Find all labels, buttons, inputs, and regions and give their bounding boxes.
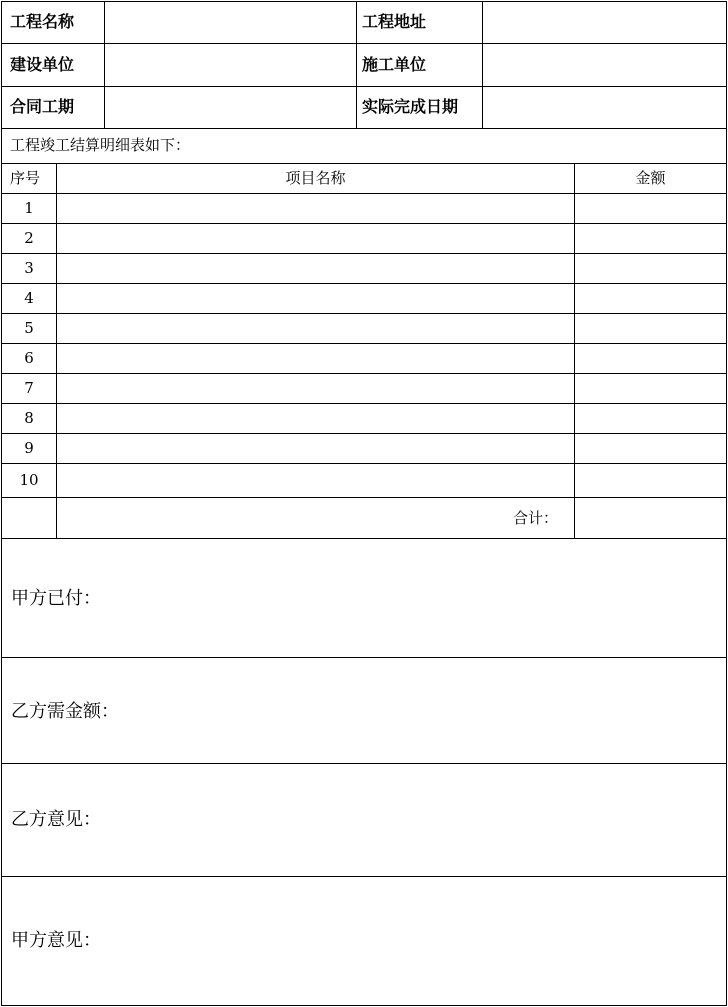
settlement-form — [1, 1, 727, 1006]
row-number: 3 — [24, 259, 34, 277]
completion-date-label: 实际完成日期 — [362, 97, 459, 116]
row-number: 1 — [24, 199, 34, 217]
row-number: 2 — [24, 229, 34, 247]
row-number: 4 — [24, 289, 34, 307]
row-number: 7 — [24, 379, 34, 397]
project-address-label: 工程地址 — [362, 12, 427, 31]
row-number: 6 — [24, 349, 34, 367]
row-number: 8 — [24, 409, 34, 427]
party-b-due-label: 乙方需金额： — [11, 701, 119, 722]
col-header-amount: 金额 — [635, 169, 666, 187]
party-b-opinion-label: 乙方意见： — [11, 809, 101, 830]
party-a-opinion-label: 甲方意见： — [11, 930, 101, 951]
intro-text: 工程竣工结算明细表如下： — [10, 136, 191, 154]
contractor-label: 施工单位 — [362, 55, 427, 74]
contract-period-label: 合同工期 — [10, 97, 75, 116]
project-name-label: 工程名称 — [10, 12, 75, 31]
owner-label: 建设单位 — [10, 55, 75, 74]
row-number: 10 — [19, 471, 39, 489]
row-number: 9 — [24, 439, 34, 457]
party-a-paid-label: 甲方已付： — [11, 588, 101, 609]
row-number: 5 — [24, 319, 34, 337]
total-label: 合计： — [513, 509, 559, 527]
col-header-item: 项目名称 — [285, 169, 346, 187]
col-header-no: 序号 — [10, 169, 41, 187]
